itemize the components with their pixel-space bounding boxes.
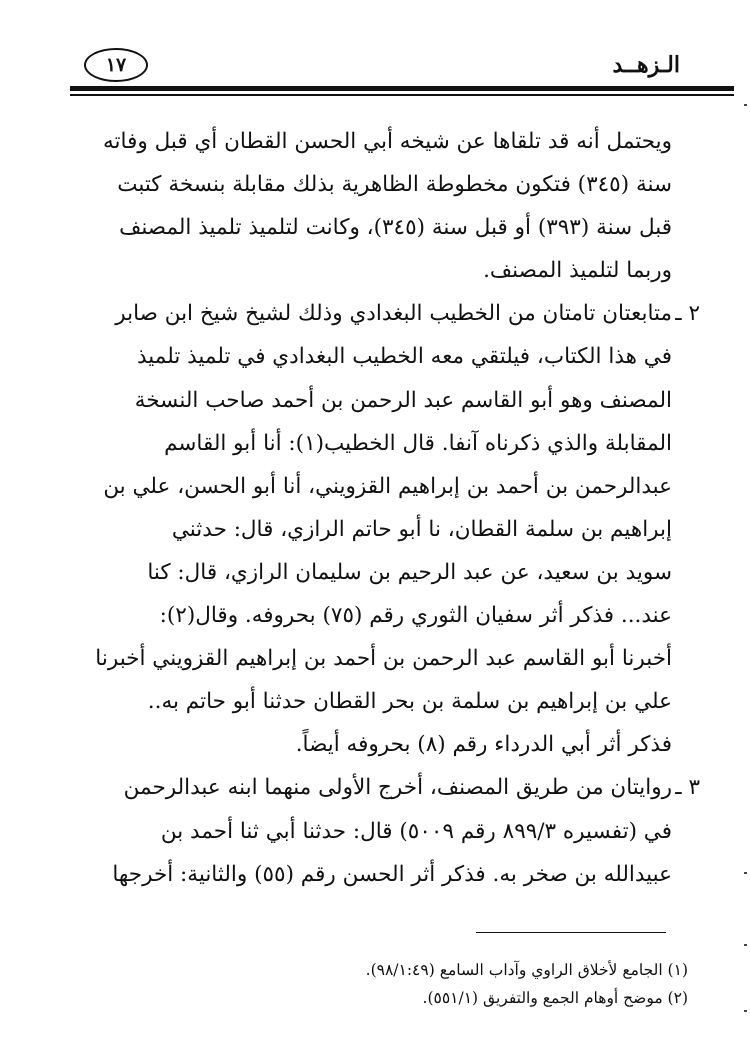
text-line: علي بن إبراهيم بن سلمة بن بحر القطان حدثنا أبو حاتم به.. xyxy=(147,689,672,715)
list-item-3 xyxy=(72,766,700,895)
text-line: المقابلة والذي ذكرناه آنفا. قال الخطيب(١): أنا أبو القاسم xyxy=(164,430,672,456)
text-line: في (تفسيره ٨٩٩/٣ رقم ٥٠٠٩) قال: حدثنا أبي ثنا أحمد بن xyxy=(160,818,672,844)
header-rule-thin xyxy=(70,94,734,96)
footnote-1: (١) الجامع لأخلاق الراوي وآداب السامع (٩٨/١:٤٩). xyxy=(365,961,688,979)
footnote-2: (٢) موضح أوهام الجمع والتفريق (٥٥١/١). xyxy=(422,989,688,1007)
list-item-2 xyxy=(72,292,700,766)
text-line: متابعتان تامتان من الخطيب البغدادي وذلك لشيخ شيخ ابن صابر xyxy=(115,301,672,327)
text-line: إبراهيم بن سلمة القطان، نا أبو حاتم الرازي، قال: حدثني xyxy=(171,516,672,542)
text-line: عند... فذكر أثر سفيان الثوري رقم (٧٥) بحروفه. وقال(٢): xyxy=(159,603,672,629)
scan-mark xyxy=(744,872,747,874)
text-line: روايتان من طريق المصنف، أخرج الأولى منهما ابنه عبدالرحمن xyxy=(123,775,672,801)
text-line: ويحتمل أنه قد تلقاها عن شيخه أبي الحسن القطان أي قبل وفاته xyxy=(103,129,672,154)
scan-mark xyxy=(744,1010,747,1012)
text-line: في هذا الكتاب، فيلتقي معه الخطيب البغدادي في تلميذ تلميذ xyxy=(137,344,672,370)
list-item-number: ٣ ـ xyxy=(675,775,700,801)
main-text xyxy=(72,120,700,896)
text-line: عبدالرحمن بن أحمد بن إبراهيم القزويني، أنا أبو الحسن، علي بن xyxy=(103,473,672,499)
text-line: أخبرنا أبو القاسم عبد الرحمن بن أحمد بن إبراهيم القزويني أخبرنا xyxy=(95,646,672,672)
text-line: وربما لتلميذ المصنف. xyxy=(483,258,672,284)
running-header-title: الـزهــد xyxy=(612,52,680,78)
text-line: سويد بن سعيد، عن عبد الرحيم بن سليمان الرازي، قال: كنا xyxy=(147,559,672,585)
page-number: ١٧ xyxy=(105,54,127,76)
scan-mark xyxy=(744,944,747,946)
footnotes xyxy=(68,956,688,1012)
scan-edge-marks xyxy=(740,0,750,1064)
scan-mark xyxy=(744,104,747,106)
list-item-number: ٢ ـ xyxy=(675,301,700,327)
text-line: عبيدالله بن صخر به. فذكر أثر الحسن رقم (٥٥) والثانية: أخرجها xyxy=(112,861,672,887)
header-rule-thick xyxy=(70,86,734,91)
footnote-separator xyxy=(476,932,666,933)
text-line: فذكر أثر أبي الدرداء رقم (٨) بحروفه أيضاً. xyxy=(295,732,672,758)
page-number-badge xyxy=(84,48,148,82)
text-line: سنة (٣٤٥) فتكون مخطوطة الظاهرية بذلك مقابلة بنسخة كتبت xyxy=(117,172,672,198)
text-line: قبل سنة (٣٩٣) أو قبل سنة (٣٤٥)، وكانت لتلميذ تلميذ المصنف xyxy=(119,215,672,241)
text-line: المصنف وهو أبو القاسم عبد الرحمن بن أحمد صاحب النسخة xyxy=(134,387,672,413)
paragraph-1 xyxy=(72,120,672,292)
